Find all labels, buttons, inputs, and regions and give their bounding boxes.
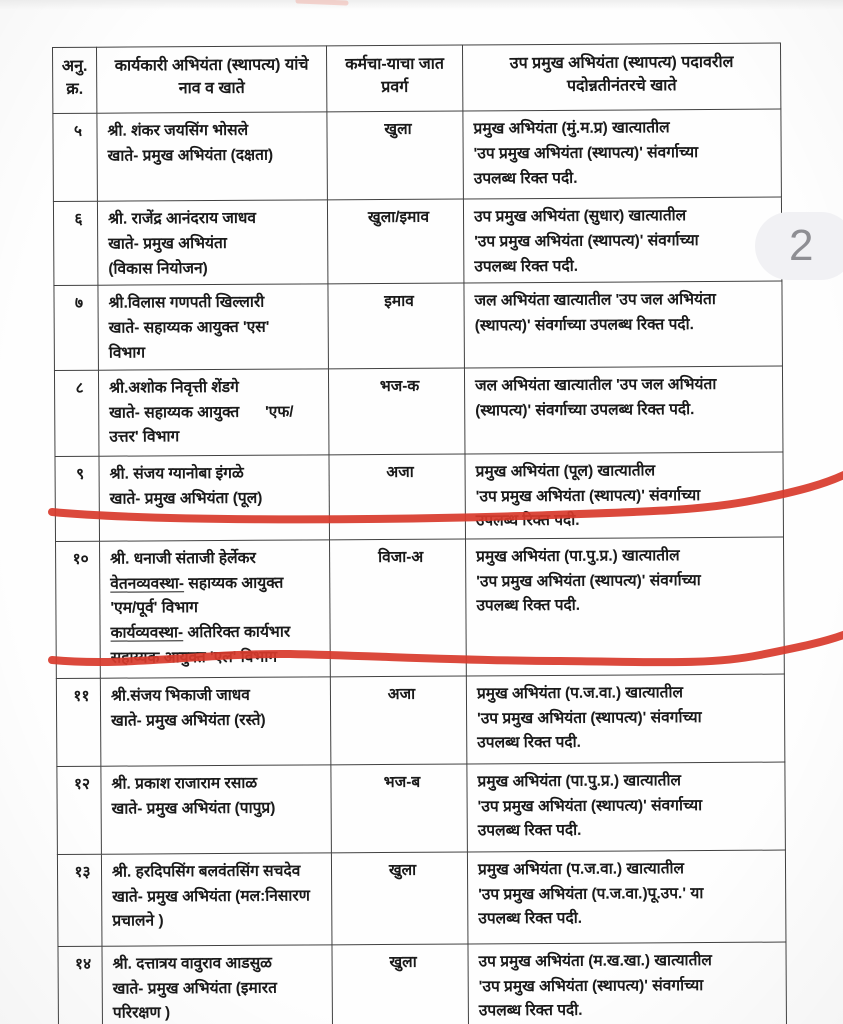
cell-caste: विजा-अ [330,539,467,677]
cell-name: श्री.अशोक निवृत्ती शेंडगे खाते- सहाय्यक आयुक्त 'एफ/ उत्तर' विभाग [98,369,329,456]
col-header-caste: कर्मचा-याचा जात प्रवर्ग [326,45,462,112]
cell-caste: खुला [331,852,468,945]
table-row [54,366,783,456]
table-row [54,281,783,370]
cell-caste: खुला/इमाव [327,199,464,284]
cell-name: श्री.विलास गणपती खिल्लारी खाते- सहाय्यक आयुक्त 'एस' विभाग [98,284,329,370]
cell-name: श्री. धनाजी संताजी हेर्लेकर वेतनव्यवस्था- सहाय्यक आयुक्त 'एम/पूर्व' विभाग कार्यव्यवस्था- अतिरिक्त कार्यभार सहाय्यक आयुक्त 'एल' विभाग [100,540,331,678]
table-row [55,452,784,541]
cell-caste: इमाव [328,283,465,368]
cell-promotion: प्रमुख अभियंता (प.ज.वा.) खात्यातील 'उप प्रमुख अभियंता (प.ज.वा.)पू.उप.' या उपलब्ध रिक्त पदी. [467,850,786,944]
page-number-label: 2 [789,221,814,270]
cell-caste: भज-ब [331,764,468,853]
table-row [58,942,787,1024]
col-header-promotion: उप प्रमुख अभियंता (स्थापत्य) पदावरील पदोन्नतीनंतरचे खाते [462,43,780,111]
cell-promotion: प्रमुख अभियंता (पा.पु.प्र.) खात्यातील 'उप प्रमुख अभियंता (स्थापत्य)' संवर्गाच्या उपलब्ध रिक्त पदी. [466,537,785,676]
cell-name: श्री. शंकर जयसिंग भोसले खाते- प्रमुख अभियंता (दक्षता) [97,112,328,201]
cell-sr: ७ [54,286,99,371]
cell-sr: ११ [56,678,101,766]
cell-sr: १३ [57,854,102,946]
cell-name: श्री. संजय ग्यानोबा इंगळे खाते- प्रमुख अभियंता (पूल) [99,455,330,541]
cell-sr: ८ [54,370,99,456]
cell-caste: खुला [327,111,464,200]
cell-name: श्री. हरदिपसिंग बलवंतसिंग सचदेव खाते- प्रमुख अभियंता (मल:निसारण प्रचालने ) [101,853,332,946]
header-row [52,43,780,113]
cell-promotion: प्रमुख अभियंता (प.ज.वा.) खात्यातील 'उप प्रमुख अभियंता (स्थापत्य)' संवर्गाच्या उपलब्ध रिक्त पदी. [466,674,785,764]
table-row [57,850,786,946]
red-smudge-top [298,1,346,3]
cell-promotion: जल अभियंता खात्यातील 'उप जल अभियंता (स्थापत्य)' संवर्गाच्या उपलब्ध रिक्त पदी. [464,366,783,454]
cell-promotion: जल अभियंता खात्यातील 'उप जल अभियंता (स्थापत्य)' संवर्गाच्या उपलब्ध रिक्त पदी. [464,281,783,367]
cell-name: श्री. प्रकाश राजाराम रसाळ खाते- प्रमुख अभियंता (पापुप्र) [101,765,332,854]
cell-name: श्री. राजेंद्र आनंदराय जाधव खाते- प्रमुख अभियंता (विकास नियोजन) [97,200,328,286]
cell-promotion: प्रमुख अभियंता (पा.पु.प्र.) खात्यातील 'उप प्रमुख अभियंता (स्थापत्य)' संवर्गाच्या उपलब्ध रिक्त पदी. [467,762,786,852]
table-row [56,674,785,766]
cell-promotion: उप प्रमुख अभियंता (म.ख.खा.) खात्यातील 'उप प्रमुख अभियंता (स्थापत्य)' संवर्गाच्या उपलब्ध रिक्त पदी. [468,942,787,1024]
table-row [53,109,782,201]
table-row [56,537,785,678]
cell-sr: १० [56,541,101,678]
cell-promotion: उप प्रमुख अभियंता (सुधार) खात्यातील 'उप प्रमुख अभियंता (स्थापत्य)' संवर्गाच्या उपलब्ध रिक्त पदी. [463,197,782,283]
cell-sr: ६ [53,201,98,286]
cell-sr: ९ [55,456,100,541]
cell-sr: १२ [57,766,102,854]
col-header-sr: अनु. क्र. [52,47,96,113]
cell-promotion: प्रमुख अभियंता (मुं.म.प्र) खात्यातील 'उप प्रमुख अभियंता (स्थापत्य)' संवर्गाच्या उपलब्ध रिक्त पदी. [463,109,782,199]
table-row [53,197,782,286]
cell-caste: अजा [329,454,466,540]
cell-name: श्री. दत्तात्रय वावुराव आडसुळ खाते- प्रमुख अभियंता (इमारत परिरक्षण ) [102,945,333,1024]
cell-promotion: प्रमुख अभियंता (पूल) खात्यातील 'उप प्रमुख अभियंता (स्थापत्य)' संवर्गाच्या उपलब्ध रिक्त पदी. [465,452,784,539]
cell-sr: १४ [58,946,103,1024]
col-header-name: कार्यकारी अभियंता (स्थापत्य) यांचे नाव व खाते [96,46,326,113]
page-number-badge [755,212,843,280]
table-row [57,762,786,854]
cell-caste: खुला [332,944,469,1024]
cell-name: श्री.संजय भिकाजी जाधव खाते- प्रमुख अभियंता (रस्ते) [100,677,331,766]
cell-caste: अजा [330,676,467,765]
cell-caste: भज-क [328,368,465,455]
cell-sr: ५ [53,113,98,201]
officers-table [52,43,787,1024]
